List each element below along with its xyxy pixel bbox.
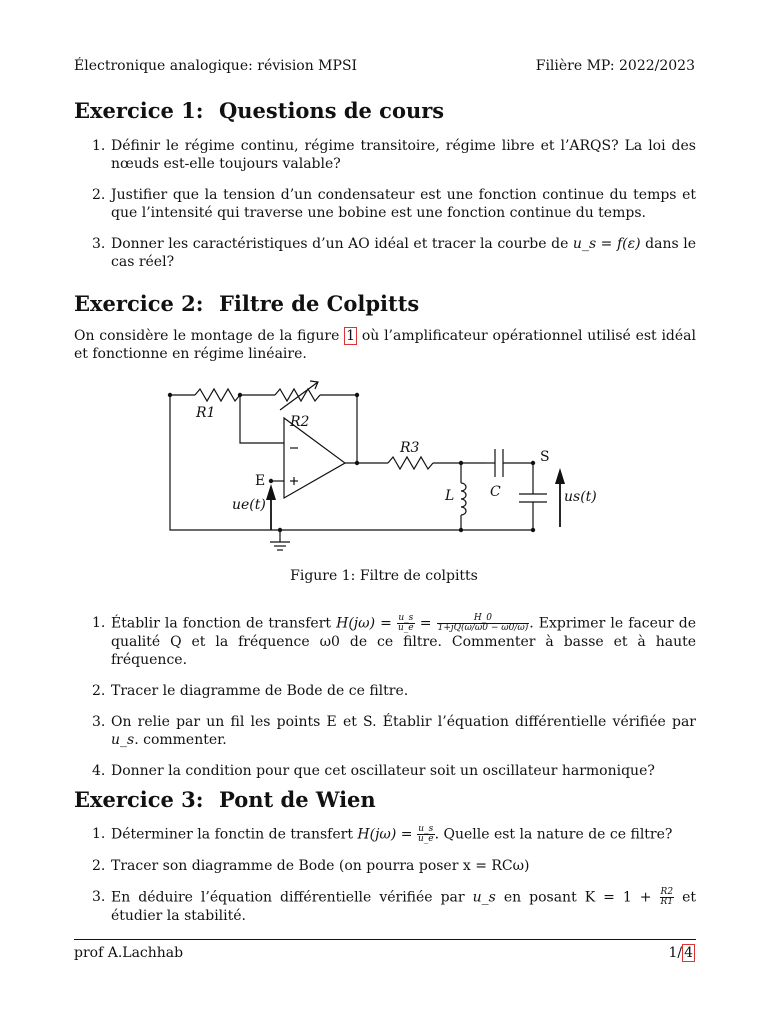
- ex3-question-1: 1. Déterminer la fonctin de transfert H(jω) = $\frac{u\_s}{u\_e}$ . Quelle est la nature de ce filtre?: [92, 824, 673, 844]
- colpitts-circuit-diagram: [160, 378, 597, 558]
- label-r3: R3: [400, 440, 420, 456]
- ex3-question-3: 3. En déduire l’équation différentielle vérifiée par u_s en posant K = 1 + $\frac{R2}{R1}$ et étudier la stabilité.: [92, 887, 696, 924]
- footer-author: prof A.Lachhab: [74, 945, 184, 961]
- exercise-3-questions: [74, 825, 696, 938]
- page-total-link[interactable]: 4: [684, 945, 693, 961]
- ex2-question-2: 2. Tracer le diagramme de Bode de ce filtre.: [92, 683, 409, 699]
- label-r2: R2: [290, 414, 310, 430]
- label-s: S: [540, 449, 550, 465]
- label-r1: R1: [196, 405, 216, 421]
- exercise-1-questions: [74, 137, 696, 284]
- page-number: 1/ 4: [668, 945, 693, 961]
- fraction-us-ue-3: $\frac{u\_s}{u\_e}$: [417, 824, 434, 844]
- ex2-question-1: 1. Établir la fonction de transfert H(jω) = $\frac{u\_s}{u\_e}$ = $\frac{H\_0}{1+jQ(\omega/\omega 0 - \omega 0/\omega)}$ . Exprimer le faceur de qualité Q et la fréquence ω0 de ce filtre. Commenter à basse et à haute fréquence.: [92, 613, 697, 668]
- exercise-3-title: [74, 787, 376, 812]
- fraction-r2-r1: $\frac{R2}{R1}$: [660, 887, 674, 907]
- exercise-2-questions: [74, 614, 696, 793]
- math-h-jw: H(jω) =: [336, 615, 392, 632]
- header-right: Filière MP: 2022/2023: [535, 58, 695, 74]
- ex2-question-4: 4. Donner la condition pour que cet oscillateur soit un oscillateur harmonique?: [92, 763, 655, 779]
- label-c: C: [490, 484, 501, 500]
- figure-caption: Figure 1: Filtre de colpitts: [290, 568, 478, 584]
- exercise-1-number: Exercice 1:: [74, 98, 204, 123]
- label-ue: ue(t): [232, 497, 266, 513]
- ex1-question-2: 2. Justifier que la tension d’un condensateur est une fonction continue du temps et que l’intensité qui traverse une bobine est une fonction continue du temps.: [92, 187, 696, 221]
- exercise-3-number: Exercice 3:: [74, 787, 204, 812]
- exercise-1-title: [74, 98, 444, 123]
- figure-ref-link[interactable]: 1: [346, 328, 356, 344]
- fraction-us-ue: $\frac{u\_s}{u\_e}$: [398, 613, 414, 633]
- label-us: us(t): [564, 489, 597, 505]
- header-left: Électronique analogique: révision MPSI: [74, 58, 358, 74]
- exercise-1-heading: Questions de cours: [219, 98, 445, 123]
- ex1-question-1: 1. Définir le régime continu, régime transitoire, régime libre et l’ARQS? La loi des nœuds est-elle toujours valable?: [92, 138, 696, 172]
- label-l: L: [445, 488, 455, 504]
- fraction-h0: $\frac{H\_0}{1+jQ(\omega/\omega 0 - \omega 0/\omega)}$: [437, 613, 529, 633]
- label-e: E: [255, 473, 266, 489]
- ex3-question-2: 2. Tracer son diagramme de Bode (on pourra poser x = RCω): [92, 858, 530, 874]
- exercise-2-number: Exercice 2:: [74, 291, 204, 316]
- exercise-2-title: [74, 291, 419, 316]
- exercise-2-intro: On considère le montage de la figure 1 où l’amplificateur opérationnel utilisé est idéal et fonctionne en régime linéaire.: [74, 328, 697, 362]
- footer-rule: [74, 939, 696, 940]
- ex1-question-3: 3. Donner les caractéristiques d’un AO idéal et tracer la courbe de u_s = f(ε) dans le cas réel?: [92, 236, 696, 270]
- math-us-f-eps: u_s = f(ε): [572, 236, 641, 252]
- ex2-question-3: 3. On relie par un fil les points E et S. Établir l’équation différentielle vérifiée par u_s. commenter.: [92, 714, 696, 748]
- exercise-2-heading: Filtre de Colpitts: [219, 291, 420, 316]
- exercise-3-heading: Pont de Wien: [219, 787, 376, 812]
